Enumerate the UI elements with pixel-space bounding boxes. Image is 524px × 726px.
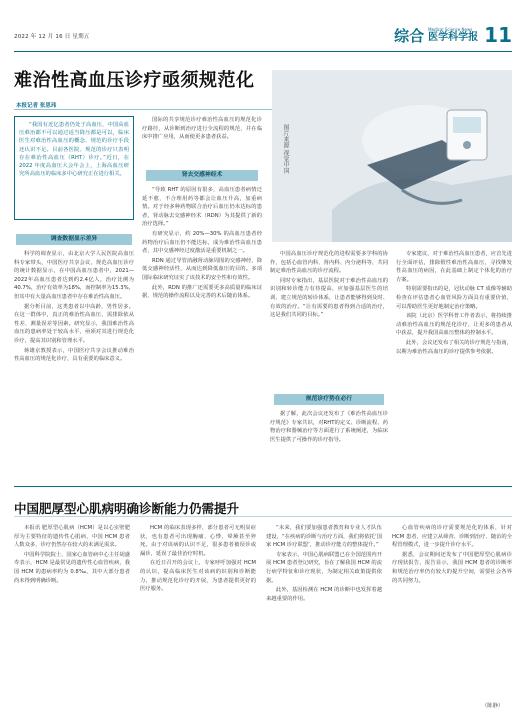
paragraph: 特别需要指出的是，冠状动脉 CT 成像等辅助检查在评估患者心血管风险方面具有重要价值，可以帮助医生更好地制定治疗策略。 (396, 286, 512, 310)
paragraph: RDN 通过导管消融肾动脉周围的交感神经，降低交感神经活性，从而达到降低血压的目的。多项国际临床研究证实了该技术的安全性和有效性。 (142, 257, 262, 281)
page-number: 11 (484, 23, 512, 47)
photo-credit: 图片来源 视觉中国 (282, 124, 289, 174)
article1-col4 (396, 250, 512, 357)
article1-col1 (14, 250, 134, 365)
newspaper-logo (428, 27, 478, 43)
article1-col2b (142, 186, 262, 302)
article2-headline: 中国肥厚型心肌病明确诊断能力仍需提升 (14, 501, 240, 516)
article2-col1 (14, 524, 130, 586)
paragraph: “未来，我们要加强患者教育和专业人才队伍建设，“在疾病的诊断与治疗方面，我们将依托‘国家 HCM 诊疗联盟’，推动诊疗能力的整体提升。” (266, 525, 382, 549)
subhead-survey: 调查数据显示差异 (16, 234, 132, 245)
paragraph: 中国高血压诊疗规范化的进程需要多学科的协作，包括心血管内科、肾内科、内分泌科等，共同制定难治性高血压的诊疗流程。 (270, 251, 388, 275)
paragraph: 国际的共享规范诊疗难治性高血压的规范化诊疗路径，从诊断到治疗进行全流程的规范，并在临床中推广应用，从而使更多患者获益。 (142, 117, 262, 141)
logo-english: Medical Science News (428, 27, 473, 32)
paragraph: 科学的调查显示，由北京大学人民医院高血压科专家带头，中国医疗共享会议，规范高血压诊疗的统计数据显示，在中国高血压患者中，2021—2022年高血压患者达到约2.4亿人，治疗比例为40.7%，治疗有效率为18%，而控制率为15.3%，但其中有大量高血压患者中存在难治性高血压。 (14, 251, 134, 300)
section-name: 综合 (394, 26, 425, 45)
subhead-rdn: 肾去交感神经术 (146, 170, 258, 181)
article1-col3b (270, 410, 388, 445)
article1-col3 (270, 250, 388, 321)
paragraph: 专家表示，中国心肌病联盟已在全国范围内开展 HCM 患者登记研究，旨在了解我国 HCM 的流行病学特征和诊疗现状，为制定相关政策提供依据。 (266, 551, 382, 584)
paragraph: “导致 RHT 的原因有很多，高血压患者病情迁延不愈，不合理用药等都会让血压升高，加重病情。对于经多种药物联合治疗后血压仍未达标的患者，肾动脉去交感神经术（RDN）为其提供了新的治疗选择。” (142, 187, 262, 228)
article2-rule (14, 516, 512, 517)
paragraph: 据悉，会议期间还发布了中国肥厚型心肌病诊疗现状报告，报告显示，我国 HCM 患者的诊断率和规范治疗率仍有较大的提升空间，需要社会各界的共同努力。 (392, 551, 512, 584)
paragraph: 蒋雄京教授表示，中国医疗共享会议推动难治性高血压的规范化诊疗，具有重要的临床意义。 (14, 347, 134, 363)
paragraph: 此外，RDN 的推广还需要更多高质量的临床证据，规范的操作流程以及完善的术后随访体系。 (142, 284, 262, 300)
article1-col2 (142, 116, 262, 143)
paragraph: 此外，会议还发布了相关的诊疗规范与指南，以期为难治性高血压的诊疗提供参考依据。 (396, 339, 512, 355)
article1-headline: 难治性高血压诊疗亟须规范化 (14, 70, 255, 91)
paragraph: 此外，基因检测在 HCM 的诊断中也发挥着越来越重要的作用。 (266, 587, 382, 602)
masthead-right (394, 22, 512, 48)
article1-byline: 本报记者 张思玮 (16, 103, 57, 109)
article2-col2 (140, 524, 256, 595)
masthead (14, 22, 512, 48)
paragraph: 在近日召开的会议上，专家呼吁加强对 HCM 的认识，提高临床医生对该病的识别和诊断能力，推动规范化诊疗的开展，为患者提供更好的医疗服务。 (140, 560, 256, 593)
issue-date: 2022 年 12 月 16 日 星期五 (14, 34, 90, 40)
article1-photo (272, 70, 512, 242)
blood-pressure-illustration (272, 70, 512, 242)
paragraph: 据分析目前，这类患者以中高龄，男性居多。在这一群体中，真正的难治性高血压，需排除依从性差、测量误差等因素。研究显示，我国难治性高血压的患病率处于较高水平，亟须对其进行规范化诊疗，提高其识别和管理水平。 (14, 303, 134, 344)
paragraph: 有研究显示，约 20%—30% 的高血压患者经药物治疗后血压仍不能达标，成为难治性高血压患者，其中交感神经过度激活是重要机制之一。 (142, 230, 262, 255)
article-divider (14, 486, 512, 487)
article1-summary-box (14, 116, 134, 220)
subhead-standardization: 规范诊疗势在必行 (274, 394, 384, 405)
paragraph: 中国科学院院士、国家心血管病中心主任胡盛寿表示，HCM 是最常见的遗传性心血管疾病，我国 HCM 的患病率约为 0.8‰，其中大部分患者尚未得到明确诊断。 (14, 551, 130, 584)
paragraph: 据了解，此次会议还发布了《难治性高血压诊疗规范》专家共识，对RHT的定义、诊断流程、药物治疗和器械治疗等方面进行了系统阐述，为临床医生提供了可操作的诊疗指导。 (270, 411, 388, 443)
article2-col4 (392, 524, 512, 586)
logo-chinese: 医学科学报 (428, 32, 479, 43)
paragraph: HCM 的临床表现多样，部分患者可无明显症状，也有患者可出现胸痛、心悸、晕厥甚至猝死。由于对该病的认识不足，很多患者被误诊或漏诊，延误了最佳治疗时机。 (140, 525, 256, 557)
masthead-rule (14, 51, 512, 52)
paragraph: 专家建议，对于难治性高血压患者，应首先进行全面评估，排除假性难治性高血压，寻找继发性高血压的病因，在此基础上制定个体化的治疗方案。 (396, 251, 512, 283)
paragraph: 该院（北京）医学科普工作者表示，将持续推动难治性高血压的规范化诊疗，让更多的患者从中获益，提升我国高血压整体的控制水平。 (396, 313, 512, 337)
paragraph: 同时专家指出，基层医院对于难治性高血压的识别和转诊能力有待提高，应加强基层医生的培训，建立规范的转诊体系，让患者能够得到及时、有效的治疗。“让有需要的患者得到合适的治疗，这是我们共同的目标。” (270, 277, 388, 319)
paragraph: 本报讯 肥厚型心肌病（HCM）是以心室壁肥厚为主要特征的遗传性心肌病，中国 HCM 患者人数众多，诊疗仍然存在较大的未满足需求。 (14, 525, 130, 549)
paragraph: 心血管疾病的诊疗需要规范化的体系，针对 HCM 患者，应建立从筛查、诊断到治疗、随访的全程管理模式，进一步提升诊疗水平。 (392, 525, 512, 549)
byline-rule (14, 109, 274, 110)
article2-author-tag: （陈静） (482, 703, 504, 709)
summary-text: “我国有近亿患者仍处于高血压，中国高血压难治都不可以通过适当降压都是可以，临床医生对难治性高血压的概念、规范的诊疗手段还认识不足。目前各医院、规范的诊疗只表明存在难治性高血压（RHT）诊疗。”近日，在 2022 年度高血压大会年会上，上海高血压研究所高血压的临床多中心研究正在进行相关。 (19, 122, 129, 178)
article2-col3 (266, 524, 382, 604)
